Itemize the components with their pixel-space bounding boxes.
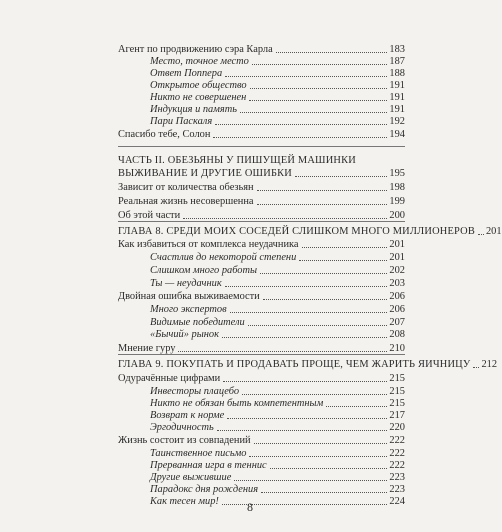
toc-leader-dots <box>213 137 387 138</box>
toc-page-number: 206 <box>389 291 405 302</box>
toc-entry <box>150 421 405 435</box>
toc-entry-title: Таинственное письмо <box>150 448 247 459</box>
toc-leader-dots <box>250 88 388 89</box>
toc-entry-title: Никто не совершенен <box>150 92 247 103</box>
section-divider <box>118 221 405 222</box>
toc-leader-dots <box>252 64 388 65</box>
toc-entry <box>150 251 405 265</box>
toc-entry-title: ГЛАВА 9. ПОКУПАТЬ И ПРОДАВАТЬ ПРОЩЕ, ЧЕМ ЖАРИТЬ ЯИЧНИЦУ <box>118 359 471 370</box>
toc-entry-title: Зависит от количества обезьян <box>118 182 254 193</box>
toc-entry <box>118 181 405 195</box>
toc-entry-title: ГЛАВА 8. СРЕДИ МОИХ СОСЕДЕЙ СЛИШКОМ МНОГО МИЛЛИОНЕРОВ <box>118 226 475 237</box>
toc-entry-title: Прерванная игра в теннис <box>150 460 267 471</box>
toc-entry-title: Другие выжившие <box>150 472 232 483</box>
toc-entry <box>118 238 405 252</box>
toc-page-number: 203 <box>389 278 405 289</box>
toc-page-number: 191 <box>389 92 405 103</box>
toc-entry <box>118 195 405 209</box>
toc-page-number: 199 <box>389 196 405 207</box>
toc-page-number: 194 <box>389 129 405 140</box>
toc-leader-dots <box>234 480 387 481</box>
toc-page-number: 200 <box>389 210 405 221</box>
toc-entry <box>150 115 405 129</box>
toc-entry <box>118 128 405 142</box>
toc-page-number: 191 <box>389 104 405 115</box>
toc-entry-title: ВЫЖИВАНИЕ И ДРУГИЕ ОШИБКИ <box>118 168 292 179</box>
toc-entry-title: Инвесторы плацебо <box>150 386 240 397</box>
toc-page-number: 187 <box>389 56 405 67</box>
toc-entry-title: Открытое общество <box>150 80 247 91</box>
toc-leader-dots <box>257 190 388 191</box>
toc-leader-dots <box>295 176 387 177</box>
toc-entry-title: Об этой части <box>118 210 181 221</box>
toc-page-number: 207 <box>389 317 405 328</box>
toc-page-number: 202 <box>389 265 405 276</box>
toc-entry <box>150 277 405 291</box>
toc-entry <box>118 290 405 304</box>
toc-page-number: 224 <box>389 496 405 507</box>
toc-entry-title: Много экспертов <box>150 304 227 315</box>
toc-page-number: 201 <box>389 239 405 250</box>
toc-entry-title: Двойная ошибка выживаемости <box>118 291 260 302</box>
toc-page-number: 210 <box>389 343 405 354</box>
toc-leader-dots <box>217 430 388 431</box>
toc-leader-dots <box>215 124 387 125</box>
toc-page-number: 188 <box>389 68 405 79</box>
toc-entry <box>150 303 405 317</box>
toc-leader-dots <box>302 247 388 248</box>
toc-entry-title: Одурачённые цифрами <box>118 373 221 384</box>
toc-leader-dots <box>248 325 388 326</box>
toc-page-number: 222 <box>389 460 405 471</box>
toc-entry-title: Место, точное место <box>150 56 249 67</box>
toc-entry-title: Агент по продвижению сэра Карла <box>118 44 273 55</box>
toc-leader-dots <box>227 418 387 419</box>
toc-entry-title: Ответ Поппера <box>150 68 223 79</box>
toc-page-number: 222 <box>389 435 405 446</box>
toc-entry-title: Как избавиться от комплекса неудачника <box>118 239 299 250</box>
toc-leader-dots <box>257 204 388 205</box>
toc-page-number: 222 <box>389 448 405 459</box>
toc-leader-dots <box>254 443 388 444</box>
toc-leader-dots <box>223 381 387 382</box>
toc-leader-dots <box>222 337 387 338</box>
section-divider <box>118 354 405 355</box>
toc-page-number: 220 <box>389 422 405 433</box>
toc-entry <box>118 372 405 386</box>
toc-leader-dots <box>478 234 484 235</box>
toc-entry <box>118 225 502 239</box>
toc-leader-dots <box>263 299 388 300</box>
toc-page-number: 192 <box>389 116 405 127</box>
toc-leader-dots <box>230 312 388 313</box>
toc-entry-title: Парадокс дня рождения <box>150 484 259 495</box>
toc-entry <box>118 358 498 372</box>
toc-entry <box>150 328 405 342</box>
toc-leader-dots <box>473 367 479 368</box>
toc-leader-dots <box>326 406 387 407</box>
toc-entry-title: «Бычий» рынок <box>150 329 219 340</box>
toc-entry-title: Никто не обязан быть компетентным <box>150 398 324 409</box>
toc-page-number: 208 <box>389 329 405 340</box>
toc-entry-title: Реальная жизнь несовершенна <box>118 196 254 207</box>
toc-entry <box>118 434 405 448</box>
toc-page-number: 215 <box>389 373 405 384</box>
toc-page-number: 215 <box>389 386 405 397</box>
toc-leader-dots <box>249 100 387 101</box>
toc-leader-dots <box>261 492 387 493</box>
toc-page-number: 183 <box>389 44 405 55</box>
toc-entry-title: Индукция и память <box>150 104 237 115</box>
toc-entry-title: Мнение гуру <box>118 343 176 354</box>
toc-entry-title: Эргодичность <box>150 422 214 433</box>
toc-entry-title: Видимые победители <box>150 317 245 328</box>
toc-page-number: 217 <box>389 410 405 421</box>
toc-page-number: 201 <box>389 252 405 263</box>
toc-page-number: 223 <box>389 472 405 483</box>
toc-leader-dots <box>260 273 387 274</box>
toc-leader-dots <box>225 76 387 77</box>
toc-entry <box>118 154 405 168</box>
toc-leader-dots <box>225 286 388 287</box>
toc-entry-title: Ты — неудачник <box>150 278 222 289</box>
toc-leader-dots <box>242 394 387 395</box>
toc-page-number: 198 <box>389 182 405 193</box>
toc-entry-title: Счастлив до некоторой степени <box>150 252 297 263</box>
toc-page-number: 195 <box>389 168 405 179</box>
toc-entry <box>150 264 405 278</box>
page-number: 8 <box>247 500 253 514</box>
toc-page-number: 212 <box>481 359 498 370</box>
toc-entry-title: Как тесен мир! <box>150 496 219 507</box>
toc-leader-dots <box>240 112 387 113</box>
toc-entry <box>118 167 405 181</box>
toc-leader-dots <box>249 456 387 457</box>
toc-entry-title: Возврат к норме <box>150 410 225 421</box>
toc-page-number: 201 <box>485 226 502 237</box>
toc-leader-dots <box>299 260 387 261</box>
toc-page-number: 215 <box>389 398 405 409</box>
toc-entry-title: Слишком много работы <box>150 265 258 276</box>
toc-entry-title: Пари Паскаля <box>150 116 213 127</box>
toc-leader-dots <box>178 351 387 352</box>
toc-leader-dots <box>270 468 388 469</box>
toc-page-number: 206 <box>389 304 405 315</box>
toc-entry-title: Спасибо тебе, Солон <box>118 129 211 140</box>
toc-page-number: 191 <box>389 80 405 91</box>
toc-page-number: 223 <box>389 484 405 495</box>
toc-leader-dots <box>183 218 387 219</box>
toc-leader-dots <box>276 52 388 53</box>
toc-entry-title: Жизнь состоит из совпадений <box>118 435 251 446</box>
section-divider <box>118 146 405 147</box>
toc-entry-title: ЧАСТЬ II. ОБЕЗЬЯНЫ У ПИШУЩЕЙ МАШИНКИ <box>118 155 356 166</box>
